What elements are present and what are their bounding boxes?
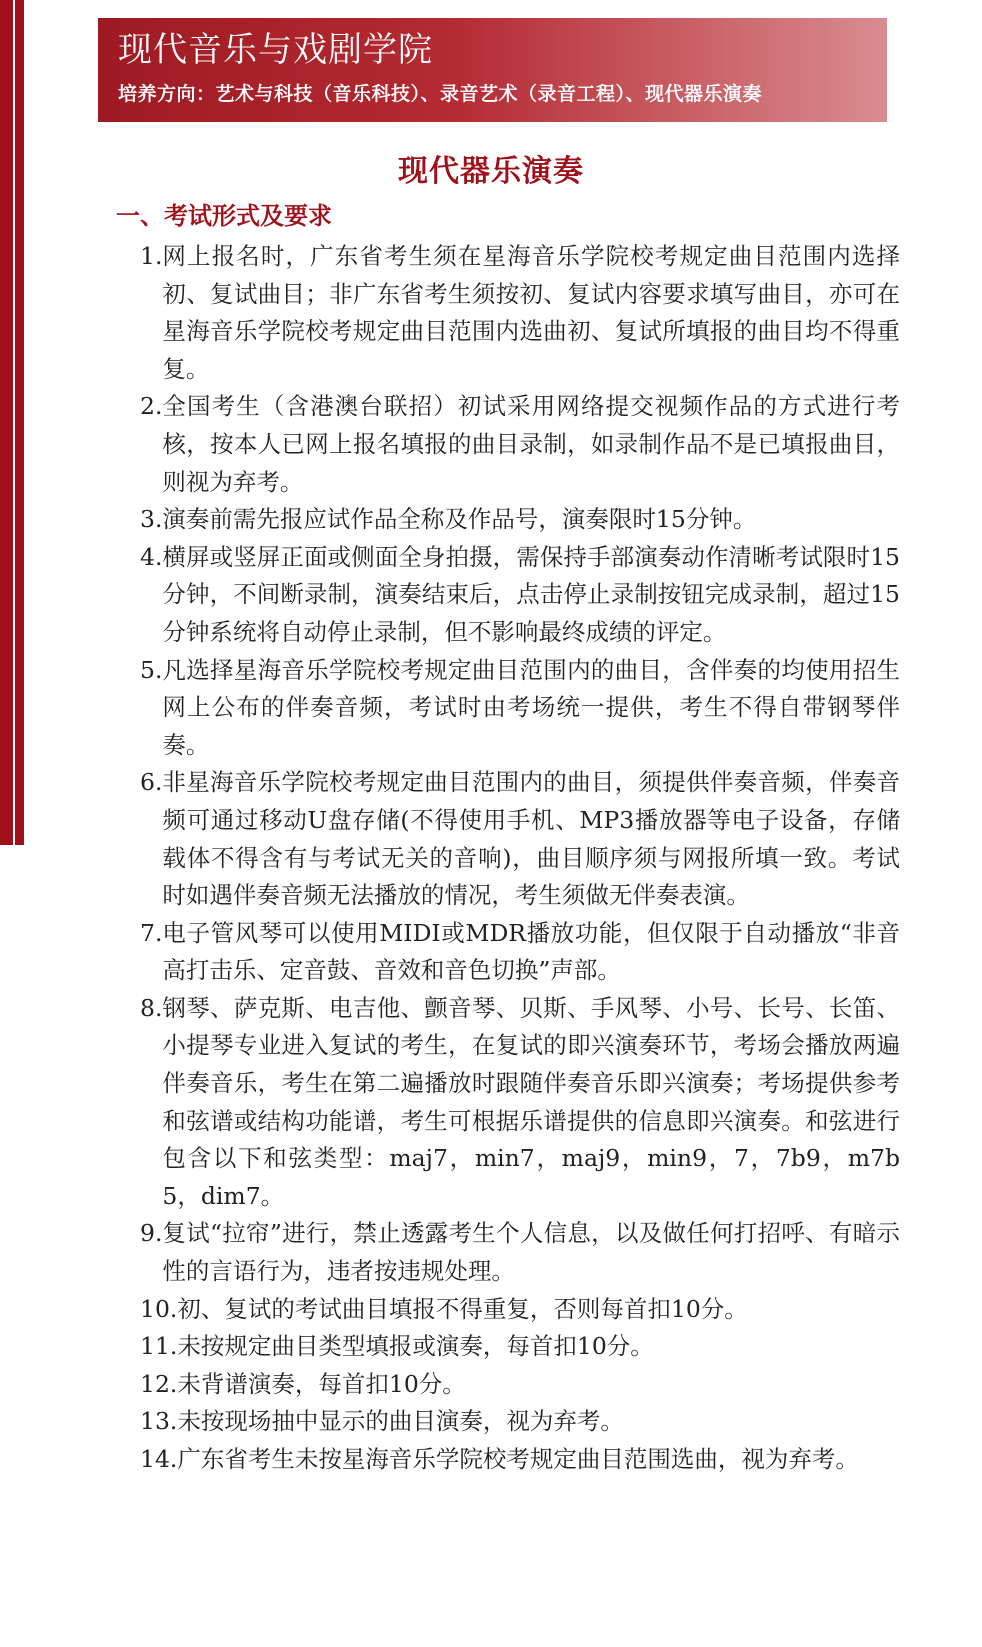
rule-number: 10. [140, 1294, 178, 1323]
rule-item [140, 1366, 900, 1404]
rule-number: 2. [140, 392, 163, 421]
training-direction-subtitle: 培养方向：艺术与科技（音乐科技）、录音艺术（录音工程）、现代器乐演奏 [118, 83, 763, 105]
rule-item [140, 990, 900, 1216]
rule-text: 横屏或竖屏正面或侧面全身拍摄，需保持手部演奏动作清晰考试限时15分钟，不间断录制，演奏结束后，点击停止录制按钮完成录制，超过15分钟系统将自动停止录制，但不影响最终成绩的评定。 [162, 542, 900, 646]
rules-list [140, 238, 900, 1479]
rule-item [140, 1441, 900, 1479]
left-decorative-bar [0, 0, 24, 845]
header-banner [98, 18, 887, 122]
rule-number: 9. [140, 1219, 163, 1248]
rule-item [140, 652, 900, 765]
rule-number: 13. [140, 1407, 178, 1436]
rule-item [140, 501, 900, 539]
rule-number: 11. [140, 1332, 178, 1361]
rule-text: 钢琴、萨克斯、电吉他、颤音琴、贝斯、手风琴、小号、长号、长笛、小提琴专业进入复试的考生，在复试的即兴演奏环节，考场会播放两遍伴奏音乐，考生在第二遍播放时跟随伴奏音乐即兴演奏；考场提供参考和弦谱或结构功能谱，考生可根据乐谱提供的信息即兴演奏。和弦进行包含以下和弦类型：maj7，min7，maj9，min9，7，7b9，m7b5，dim7。 [162, 993, 900, 1210]
rule-text: 未按现场抽中显示的曲目演奏，视为弃考。 [177, 1407, 624, 1436]
rule-item [140, 1291, 900, 1329]
rule-text: 广东省考生未按星海音乐学院校考规定曲目范围选曲，视为弃考。 [177, 1445, 859, 1473]
rule-text: 演奏前需先报应试作品全称及作品号，演奏限时15分钟。 [162, 505, 757, 534]
rule-text: 未按规定曲目类型填报或演奏，每首扣10分。 [177, 1332, 654, 1361]
part-heading: 一、考试形式及要求 [116, 201, 332, 230]
rule-number: 14. [140, 1445, 178, 1473]
rule-item [140, 1403, 900, 1441]
rule-item [140, 238, 900, 388]
rule-item [140, 1328, 900, 1366]
rule-text: 全国考生（含港澳台联招）初试采用网络提交视频作品的方式进行考核，按本人已网上报名填报的曲目录制，如录制作品不是已填报曲目，则视为弃考。 [162, 392, 900, 496]
rule-text: 复试“拉帘”进行，禁止透露考生个人信息，以及做任何打招呼、有暗示性的言语行为，违者按违规处理。 [162, 1219, 900, 1286]
rule-number: 3. [140, 505, 163, 534]
rule-number: 6. [140, 768, 163, 797]
rule-text: 初、复试的考试曲目填报不得重复，否则每首扣10分。 [177, 1294, 748, 1323]
rule-text: 非星海音乐学院校考规定曲目范围内的曲目，须提供伴奏音频，伴奏音频可通过移动U盘存储(不得使用手机、MP3播放器等电子设备，存储载体不得含有与考试无关的音响)，曲目顺序须与网报所填一致。考试时如遇伴奏音频无法播放的情况，考生须做无伴奏表演。 [162, 768, 900, 910]
rule-number: 1. [140, 242, 163, 270]
rule-text: 电子管风琴可以使用MIDI或MDR播放功能，但仅限于自动播放“非音高打击乐、定音鼓、音效和音色切换”声部。 [162, 918, 900, 985]
rule-number: 12. [140, 1369, 178, 1398]
section-title: 现代器乐演奏 [398, 154, 584, 189]
rule-text: 未背谱演奏，每首扣10分。 [177, 1369, 466, 1398]
rule-item [140, 1215, 900, 1290]
rule-item [140, 388, 900, 501]
rule-number: 4. [140, 542, 163, 571]
rule-item [140, 915, 900, 990]
rule-number: 8. [140, 993, 163, 1022]
school-title: 现代音乐与戏剧学院 [118, 30, 433, 70]
rule-number: 5. [140, 655, 163, 684]
rule-item [140, 539, 900, 652]
rule-text: 网上报名时，广东省考生须在星海音乐学院校考规定曲目范围内选择初、复试曲目；非广东省考生须按初、复试内容要求填写曲目，亦可在星海音乐学院校考规定曲目范围内选曲初、复试所填报的曲目均不得重复。 [162, 242, 900, 383]
rule-number: 7. [140, 918, 163, 947]
rule-item [140, 764, 900, 914]
rule-text: 凡选择星海音乐学院校考规定曲目范围内的曲目，含伴奏的均使用招生网上公布的伴奏音频，考试时由考场统一提供，考生不得自带钢琴伴奏。 [162, 655, 900, 759]
